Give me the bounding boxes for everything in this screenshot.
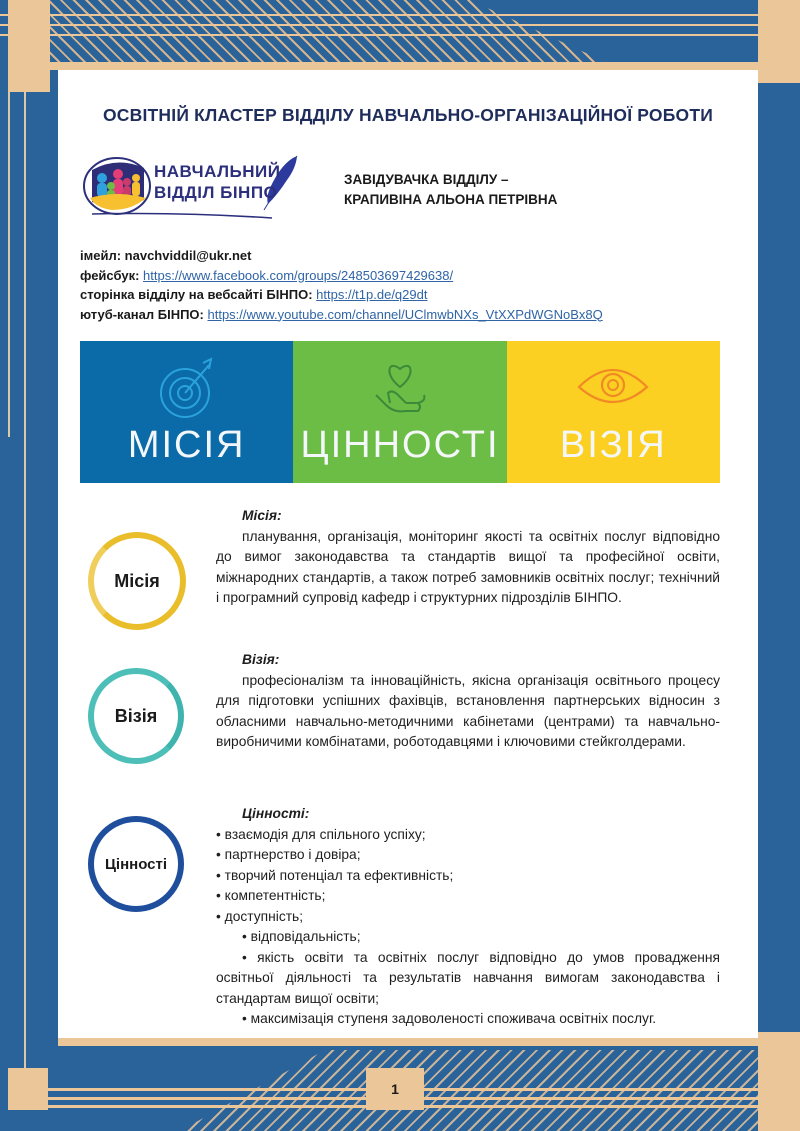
bottom-left-corner-block [8,1068,48,1110]
left-line-1 [8,92,10,437]
email-label: імейл: [80,248,122,263]
target-icon [157,353,217,423]
top-left-corner-block [8,0,50,92]
banner-tile-mission [80,341,293,483]
facebook-label: фейсбук: [80,267,140,283]
website-link[interactable]: https://t1p.de/q29dt [316,287,428,302]
contacts-block [80,246,603,324]
values-item: • максимізація ступеня задоволеності споживача освітніх послуг. [216,1009,720,1030]
logo-text-line2: ВІДДІЛ БІНПО [154,183,278,202]
vision-text-block [216,650,720,753]
head-name: КРАПИВІНА АЛЬОНА ПЕТРІВНА [344,192,558,207]
logo-text-line1: НАВЧАЛЬНИЙ [154,162,281,181]
badge-mission [88,532,186,630]
values-item: • творчий потенціал та ефективність; [216,866,720,887]
head-role: ЗАВІДУВАЧКА ВІДДІЛУ – [344,172,509,187]
eye-icon [573,353,653,423]
bottom-beige-strip [58,1038,760,1046]
left-line-2 [24,92,26,1072]
top-line-1 [0,14,760,16]
banner-tile-values [293,341,506,483]
banner-tile-vision [507,341,720,483]
values-item: • відповідальність; [216,927,720,948]
values-text-block [216,804,720,1030]
top-line-3 [0,34,760,36]
banner-label-mission: МІСІЯ [127,424,246,466]
contact-facebook [80,266,603,286]
page-title: ОСВІТНІЙ КЛАСТЕР ВІДДІЛУ НАВЧАЛЬНО-ОРГАНІЗАЦІЙНОЇ РОБОТИ [102,105,713,125]
values-item: • компетентність; [216,886,720,907]
department-head [344,170,557,210]
badge-mission-label: Місія [114,570,160,591]
badge-values [88,816,184,912]
bottom-right-corner-block [758,1032,800,1131]
top-beige-strip [50,62,760,70]
top-right-corner-block [758,0,800,83]
contact-website [80,285,603,305]
banner-label-values: ЦІННОСТІ [300,424,500,466]
vision-text: професіоналізм та інноваційність, якісна організація освітнього процесу для підготовки успішних фахівців, встановлення партнерських відносин з обласними навчально-методичними кабінетами (центрами) та навчально-виробничими комбінатами, роботодавцями і ключовими стейкголдерами. [216,672,720,749]
banner-label-vision: ВІЗІЯ [559,424,667,466]
heart-hand-icon [370,353,430,423]
page-content [58,70,758,1038]
page-number: 1 [366,1068,424,1110]
mission-values-vision-banner [80,341,720,483]
website-label: сторінка відділу на вебсайті БІНПО: [80,287,313,302]
values-item: • взаємодія для спільного успіху; [216,825,720,846]
values-item: • доступність; [216,907,720,928]
mission-text-block [216,506,720,609]
values-title: Цінності: [242,806,310,821]
youtube-link[interactable]: https://www.youtube.com/channel/UClmwbNXs_VtXXPdWGNoBx8Q [207,306,603,322]
badge-values-label: Цінності [104,855,168,873]
contact-email [80,246,603,266]
department-logo [82,152,312,222]
top-line-2 [0,24,760,26]
email-value[interactable]: navchviddil@ukr.net [124,248,252,263]
vision-title: Візія: [242,652,280,667]
mission-title: Місія: [242,508,282,523]
values-item: • партнерство і довіра; [216,845,720,866]
badge-vision-label: Візія [114,705,158,726]
values-item: • якість освіти та освітніх послуг відповідно до умов провадження освітньої діяльності та результатів навчання вимогам законодавства і стандартам вищої освіти; [216,948,720,1010]
badge-vision [88,668,184,764]
youtube-label: ютуб-канал БІНПО: [80,306,204,322]
facebook-link[interactable]: https://www.facebook.com/groups/248503697429638/ [143,267,454,283]
contact-youtube [80,305,603,325]
mission-text: планування, організація, моніторинг якості та освітніх послуг відповідно до вимог законодавства та стандартів вищої та професійної освіти, міжнародних стандартів, а також потреб замовників освітніх послуг; технічний і програмний супровід кафедр і структурних підрозділів БІНПО. [216,528,720,605]
